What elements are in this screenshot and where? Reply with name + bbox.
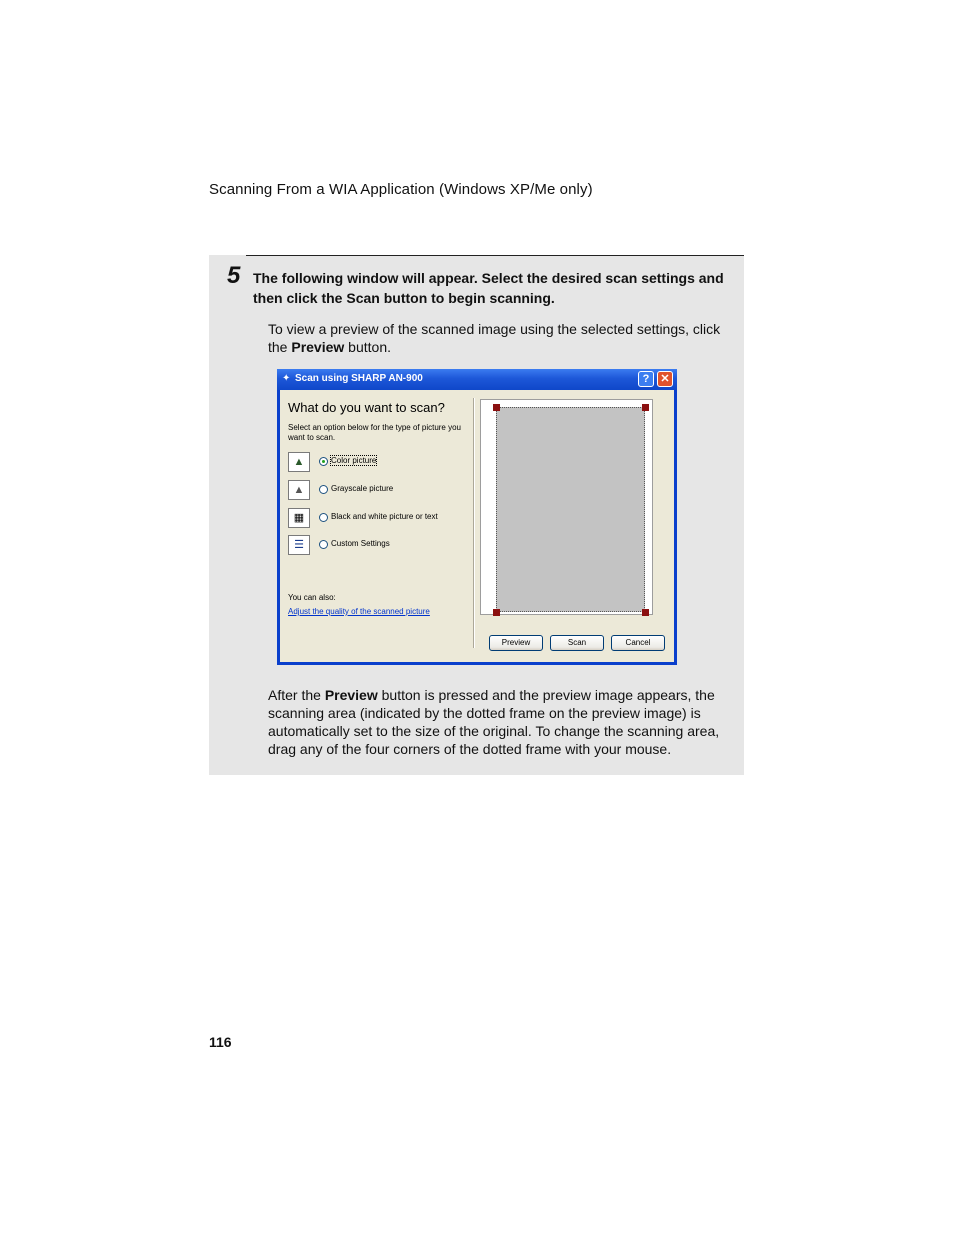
page-number: 116 xyxy=(209,1034,232,1050)
option-label: Black and white picture or text xyxy=(331,512,438,521)
option-color-picture[interactable] xyxy=(288,452,478,474)
step-rule xyxy=(246,255,744,256)
frame-handle-top-left[interactable] xyxy=(493,404,500,411)
step-heading: The following window will appear. Select the desired scan settings and then click the Scan button to begin scanning. xyxy=(253,270,724,306)
option-label: Color picture xyxy=(331,456,377,465)
cancel-button[interactable]: Cancel xyxy=(611,635,665,651)
scan-button[interactable]: Scan xyxy=(550,635,604,651)
black-white-text-icon: ▦ xyxy=(288,508,310,528)
scanner-icon: ✦ xyxy=(282,373,291,384)
adjust-quality-link[interactable]: Adjust the quality of the scanned picture xyxy=(288,607,430,616)
para2-text-end: button is pressed and the preview image appears, the scanning area (indicated by the dotted frame on the preview image) is automatically set to the size of the original. To change the scanning area, drag any of the four corners of the dotted frame with your mouse. xyxy=(268,687,720,757)
step-paragraph-preview xyxy=(268,320,728,356)
option-label: Custom Settings xyxy=(331,539,390,548)
scan-dialog xyxy=(277,369,677,665)
option-label: Grayscale picture xyxy=(331,484,394,493)
option-custom-settings[interactable] xyxy=(288,535,478,557)
preview-scan-frame[interactable] xyxy=(496,407,645,612)
option-grayscale-picture[interactable] xyxy=(288,480,478,502)
para2-bold: Preview xyxy=(324,687,378,703)
para1-text-end: button. xyxy=(344,339,391,355)
dialog-client-area xyxy=(280,390,674,662)
custom-settings-icon: ☰ xyxy=(288,535,310,555)
help-button[interactable]: ? xyxy=(638,371,654,387)
dialog-divider xyxy=(473,398,475,648)
dialog-titlebar[interactable] xyxy=(277,369,677,390)
color-picture-icon: ▲ xyxy=(288,452,310,472)
frame-handle-top-right[interactable] xyxy=(642,404,649,411)
grayscale-picture-radio[interactable] xyxy=(319,485,328,494)
para2-text: After the xyxy=(268,687,325,703)
running-head: Scanning From a WIA Application (Windows XP/Me only) xyxy=(209,181,593,198)
frame-handle-bottom-right[interactable] xyxy=(642,609,649,616)
step-paragraph-scan-area xyxy=(268,686,728,758)
custom-settings-radio[interactable] xyxy=(319,540,328,549)
grayscale-picture-icon: ▲ xyxy=(288,480,310,500)
para1-bold: Preview xyxy=(291,339,345,355)
color-picture-radio[interactable] xyxy=(319,457,328,466)
black-white-radio[interactable] xyxy=(319,513,328,522)
option-black-white[interactable] xyxy=(288,508,478,530)
dialog-subtitle: Select an option below for the type of picture you want to scan. xyxy=(288,423,461,442)
frame-handle-bottom-left[interactable] xyxy=(493,609,500,616)
preview-area xyxy=(480,399,653,615)
preview-button[interactable]: Preview xyxy=(489,635,543,651)
close-button[interactable]: ✕ xyxy=(657,371,673,387)
you-can-also-label: You can also: xyxy=(288,593,336,602)
dialog-question: What do you want to scan? xyxy=(288,400,445,415)
step-number: 5 xyxy=(227,262,241,289)
dialog-title: Scan using SHARP AN-900 xyxy=(295,373,423,384)
para1-text: To view a preview of the scanned image using the selected settings, click the xyxy=(268,321,721,355)
